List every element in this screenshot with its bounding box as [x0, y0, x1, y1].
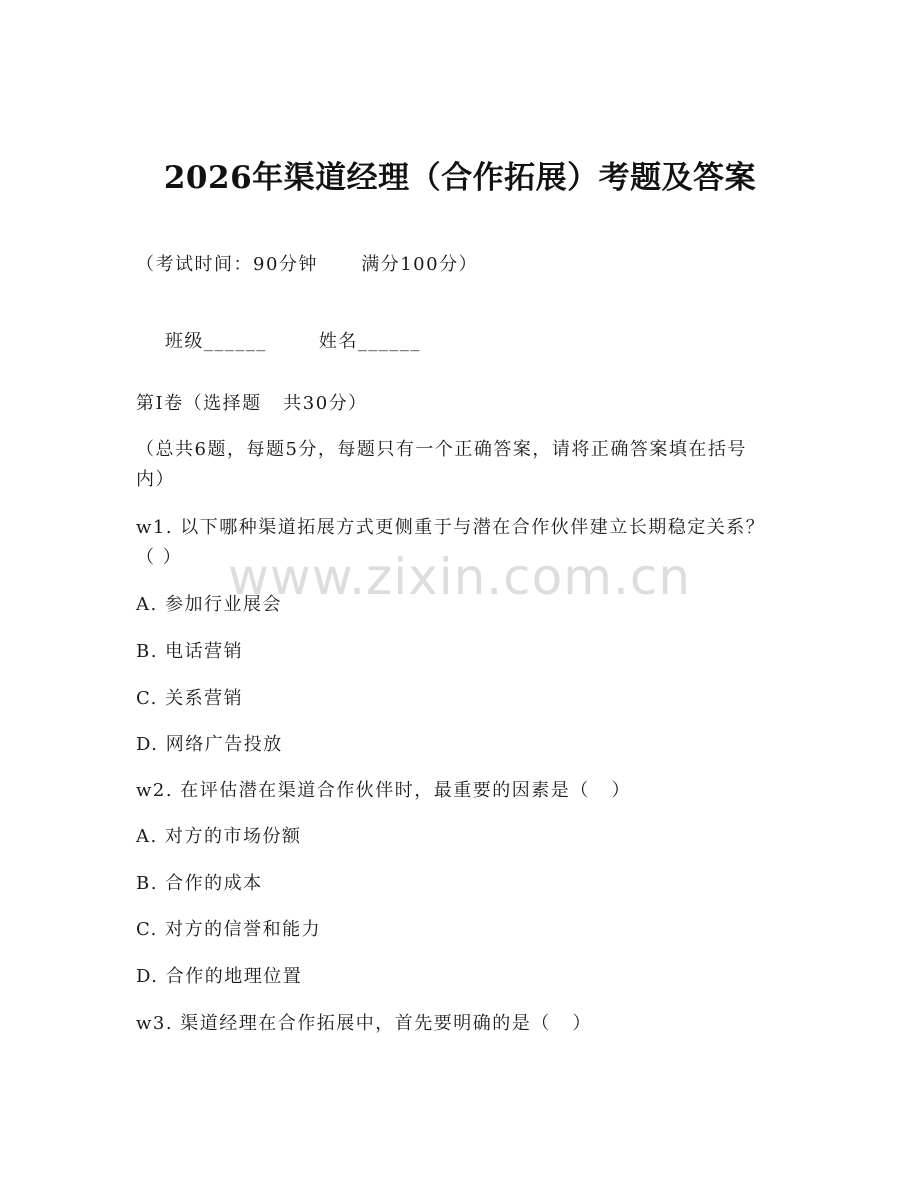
question-2-stem: w2. 在评估潜在渠道合作伙伴时，最重要的因素是（ ）	[136, 780, 631, 801]
question-3-stem: w3. 渠道经理在合作拓展中，首先要明确的是（ ）	[136, 1013, 592, 1034]
document-title: 2026年渠道经理（合作拓展）考题及答案	[163, 160, 757, 196]
exam-info: （考试时间：90分钟 满分100分）	[136, 254, 479, 275]
name-field: 姓名______	[318, 331, 421, 352]
question-2-option-a: A. 对方的市场份额	[136, 826, 302, 847]
student-fields	[136, 297, 776, 387]
question-1-option-c: C. 关系营销	[136, 688, 244, 709]
question-1-option-b: B. 电话营销	[136, 641, 244, 662]
question-2-option-d: D. 合作的地理位置	[136, 966, 303, 987]
question-1-option-d: D. 网络广告投放	[136, 734, 283, 755]
watermark: www.zixin.com.cn	[228, 548, 692, 606]
question-2-option-b: B. 合作的成本	[136, 873, 263, 894]
section-title: 第I卷（选择题 共30分）	[136, 393, 368, 414]
question-2-option-c: C. 对方的信誉和能力	[136, 919, 322, 940]
class-field: 班级______	[164, 331, 267, 352]
section-instructions: （总共6题，每题5分，每题只有一个正确答案，请将正确答案填在括号内）	[136, 439, 747, 490]
question-1-stem: w1. 以下哪种渠道拓展方式更侧重于与潜在合作伙伴建立长期稳定关系？（ ）	[136, 517, 766, 568]
question-1-option-a: A. 参加行业展会	[136, 594, 282, 615]
